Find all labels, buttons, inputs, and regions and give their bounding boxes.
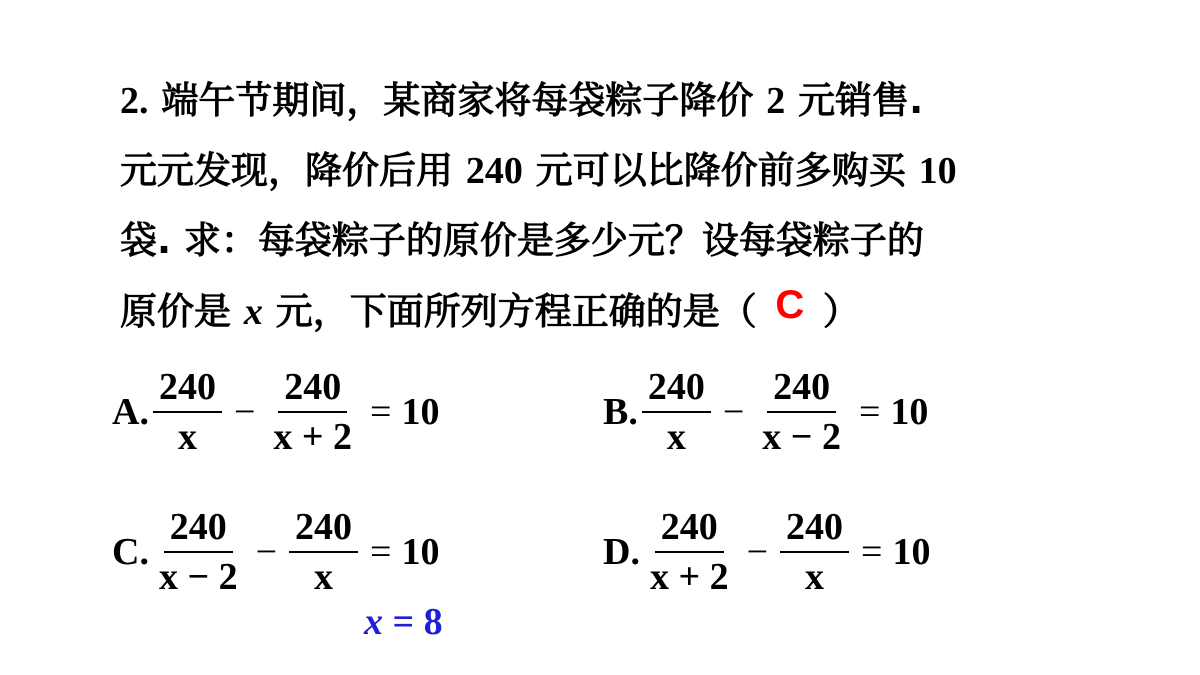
fraction: [289, 507, 358, 597]
question-line-1-tail: 元销售.: [798, 79, 924, 122]
question-text: [120, 66, 1160, 346]
option-letter: C.: [112, 531, 149, 573]
option-letter: A.: [112, 391, 149, 433]
amount-number: 240: [465, 150, 523, 192]
price-reduction-number: 2: [766, 80, 786, 122]
option-letter: B.: [603, 391, 638, 433]
rhs-value: 10: [892, 531, 931, 573]
denominator: x + 2: [649, 556, 729, 598]
equals-sign: =: [370, 391, 392, 433]
numerator: 240: [655, 507, 724, 553]
numerator: 240: [289, 507, 358, 553]
question-line-4-text: 原价是: [120, 290, 231, 333]
numerator: 240: [767, 367, 836, 413]
question-line-2: [120, 136, 1160, 206]
fraction: [267, 367, 358, 457]
option-d: [603, 504, 930, 600]
option-c: [112, 504, 439, 600]
denominator: x + 2: [273, 416, 353, 458]
solution-annotation: [364, 600, 443, 644]
minus-sign: −: [233, 391, 256, 433]
question-number: 2.: [120, 80, 149, 122]
fraction: [153, 507, 244, 597]
denominator: x: [314, 556, 334, 598]
numerator: 240: [164, 507, 233, 553]
equals-sign: =: [861, 531, 883, 573]
question-line-1-text: 端午节期间，某商家将每袋粽子降价: [161, 79, 754, 122]
equals-sign: =: [858, 391, 881, 433]
denominator: x − 2: [158, 556, 238, 598]
denominator: x: [177, 416, 197, 458]
fraction: [642, 367, 711, 457]
minus-sign: −: [746, 531, 769, 573]
rhs-value: 10: [401, 391, 440, 433]
solution-value: 8: [423, 601, 443, 643]
option-letter: D.: [603, 531, 640, 573]
numerator: 240: [153, 367, 222, 413]
question-line-4-close: ）: [822, 290, 860, 333]
numerator: 240: [642, 367, 711, 413]
variable-x: x: [243, 291, 263, 333]
numerator: 240: [278, 367, 347, 413]
question-line-3: 袋. 求：每袋粽子的原价是多少元？设每袋粽子的: [120, 219, 924, 262]
fraction: [153, 367, 222, 457]
rhs-value: 10: [401, 531, 440, 573]
solution-variable: x: [364, 601, 383, 643]
rhs-value: 10: [890, 391, 929, 433]
option-b: [603, 364, 928, 460]
question-line-4-mid: 元，下面所列方程正确的是（: [275, 290, 757, 333]
question-line-1: [120, 66, 1160, 136]
option-a: [112, 364, 439, 460]
question-line-4: [120, 276, 1160, 346]
denominator: x: [805, 556, 825, 598]
denominator: x − 2: [762, 416, 841, 458]
question-line-2-mid: 元可以比降价前多购买: [535, 149, 906, 192]
extra-bags-number: 10: [918, 150, 957, 192]
numerator: 240: [780, 507, 849, 553]
solution-equals: =: [383, 601, 424, 643]
fraction: [780, 507, 849, 597]
answer-choice: C: [775, 283, 805, 327]
denominator: x: [666, 416, 686, 458]
fraction: [644, 507, 735, 597]
equals-sign: =: [370, 531, 392, 573]
question-line-2-text: 元元发现，降价后用: [120, 149, 453, 192]
minus-sign: −: [722, 391, 745, 433]
fraction: [756, 367, 847, 457]
minus-sign: −: [255, 531, 278, 573]
